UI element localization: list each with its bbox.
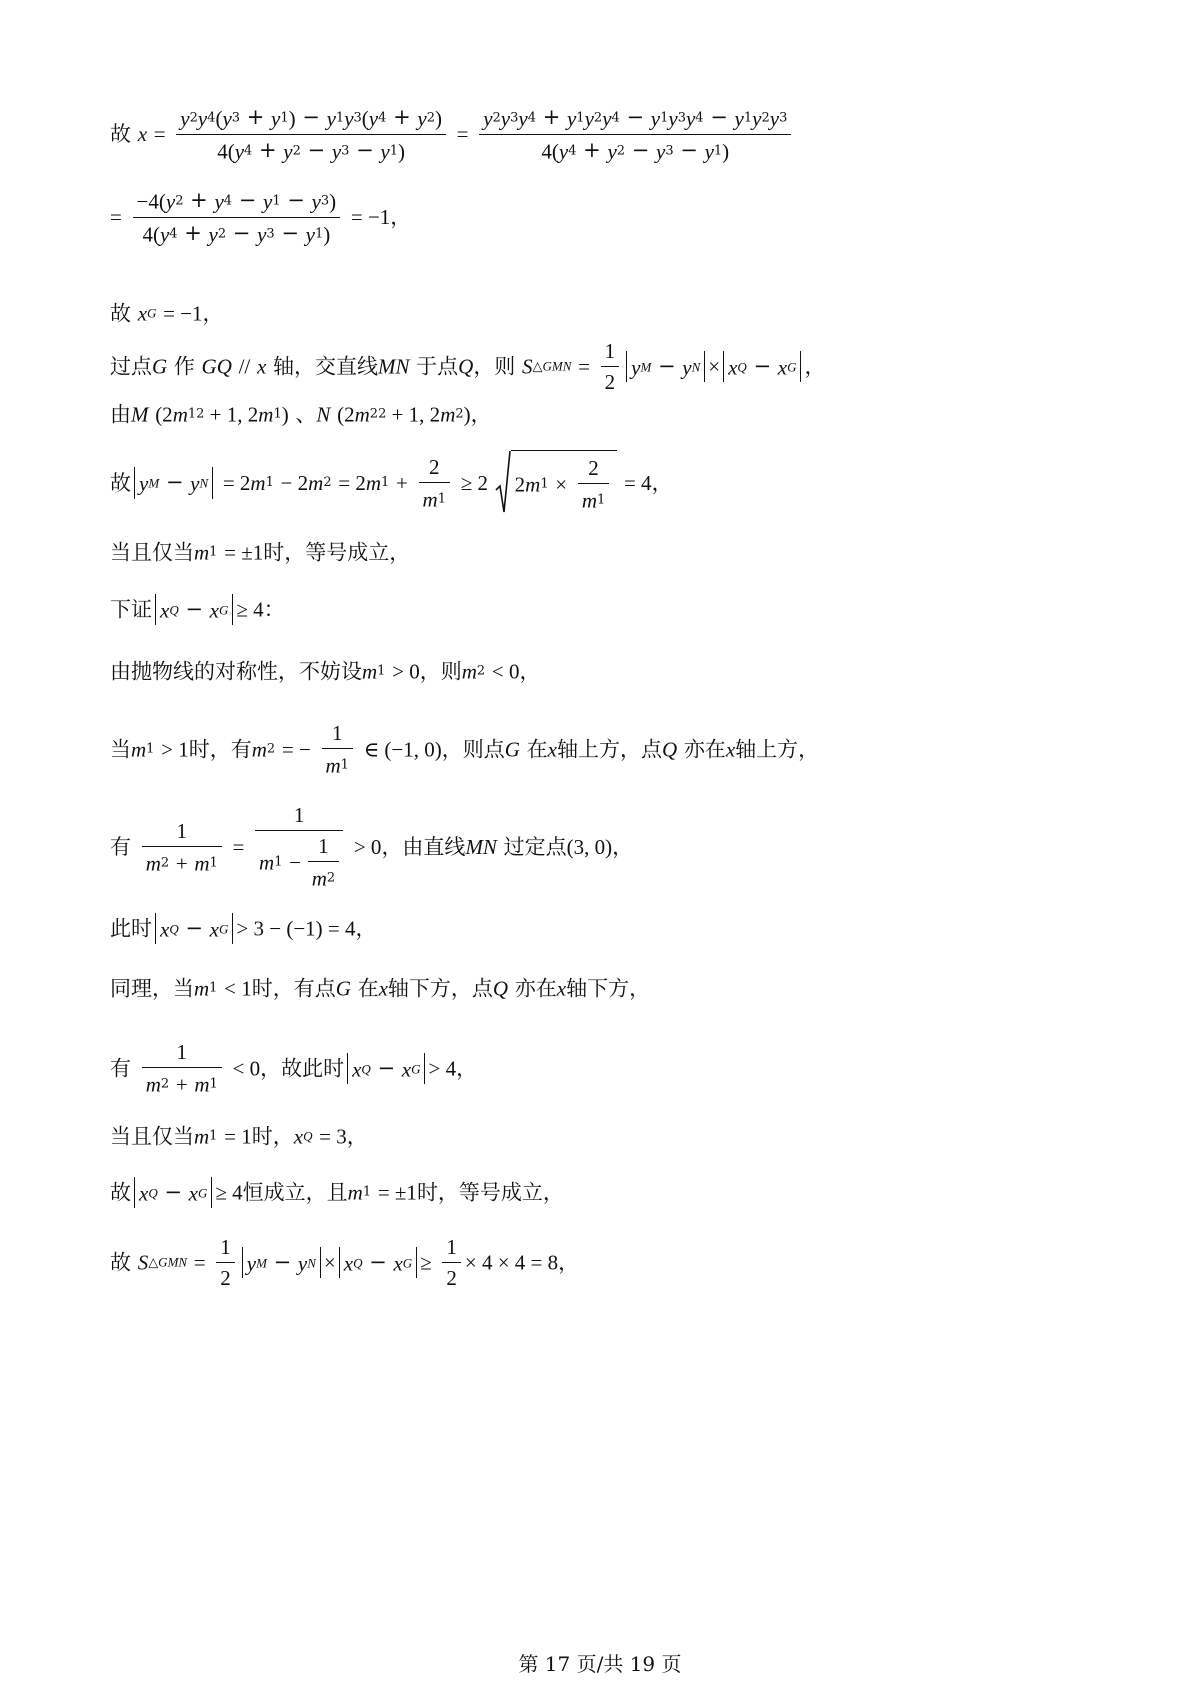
equation-line-2: = $\frac{-4(y2 + y4 - y1 - y3)}{4(y4 + y2 - y3 - y1)}$ = −1， [110,185,411,249]
fraction: $\frac{y2y4(y3 + y1) - y1y3(y4 + y2)}{4(y4 + y2 - y3 - y1)}$ [176,102,446,166]
equation-line-15: 当且仅当m1 = 1时，xQ = 3， [110,1124,368,1149]
equation-line-7: 当且仅当m1 = ±1时，等号成立， [110,540,411,565]
equation-line-4: 过点G 作 GQ // x 轴，交直线MN 于点Q，则 S△GMN = $\frac{1}{2}$ yM − yN × xQ − xG ， [110,336,825,397]
equation-line-13: 同理，当m1 < 1时，有点G 在x轴下方，点Q 亦在x轴下方， [110,976,651,1001]
word-gu: 故 [110,122,131,146]
equation-line-1: 故 x = $\frac{y2y4(y3 + y1) - y1y3(y4 + y2)}{4(y4 + y2 - y3 - y1)}$ = $\frac{y2y3y4 + y1y2y4 - y1y3y4 - y1y2y3}{4(y4 + y2 - y3 - y1)}$ [110,102,795,166]
equation-line-14: 有 $\frac{1}{m2 + m1}$ < 0，故此时 xQ − xG > 4， [110,1037,477,1100]
equation-line-11: 有 $\frac{1}{m2 + m1}$ = 1 m1 − $\frac{1}{m2}$ > 0，由直线MN 过定点(3, 0)， [110,800,633,894]
equation-line-5: 由M (2m12 + 1, 2m1) 、N (2m22 + 1, 2m2)， [110,402,492,427]
equation-line-8: 下证 xQ − xG ≥ 4： [110,593,285,625]
equation-line-9: 由抛物线的对称性，不妨设m1 > 0，则m2 < 0， [110,659,541,684]
fraction: $\frac{y2y3y4 + y1y2y4 - y1y3y4 - y1y2y3}{4(y4 + y2 - y3 - y1)}$ [479,102,791,166]
fraction: $\frac{-4(y2 + y4 - y1 - y3)}{4(y4 + y2 - y3 - y1)}$ [133,185,341,249]
page-footer: 第 17 页/共 19 页 [518,1652,682,1676]
equation-line-3: 故 xG = −1， [110,301,224,326]
sqrt: 2m1 × $\frac{2}{m1}$ [495,450,618,516]
equation-line-10: 当m1 > 1时，有m2 = − $\frac{1}{m1}$ ∈ (−1, 0)，则点G 在x轴上方，点Q 亦在x轴上方， [110,718,819,781]
equation-line-12: 此时 xQ − xG > 3 − (−1) = 4， [110,912,377,944]
equation-line-16: 故 xQ − xG ≥ 4恒成立，且m1 = ±1时，等号成立， [110,1176,564,1208]
equation-line-6: 故 yM − yN = 2m1 − 2m2 = 2m1 + $\frac{2}{m1}$ ≥ 2 2m1 × $\frac{2}{m1}$ = 4， [110,450,673,516]
equation-line-17: 故 S△GMN = $\frac{1}{2}$ yM − yN × xQ − xG ≥ $\frac{1}{2}$ × 4 × 4 = 8， [110,1232,579,1293]
